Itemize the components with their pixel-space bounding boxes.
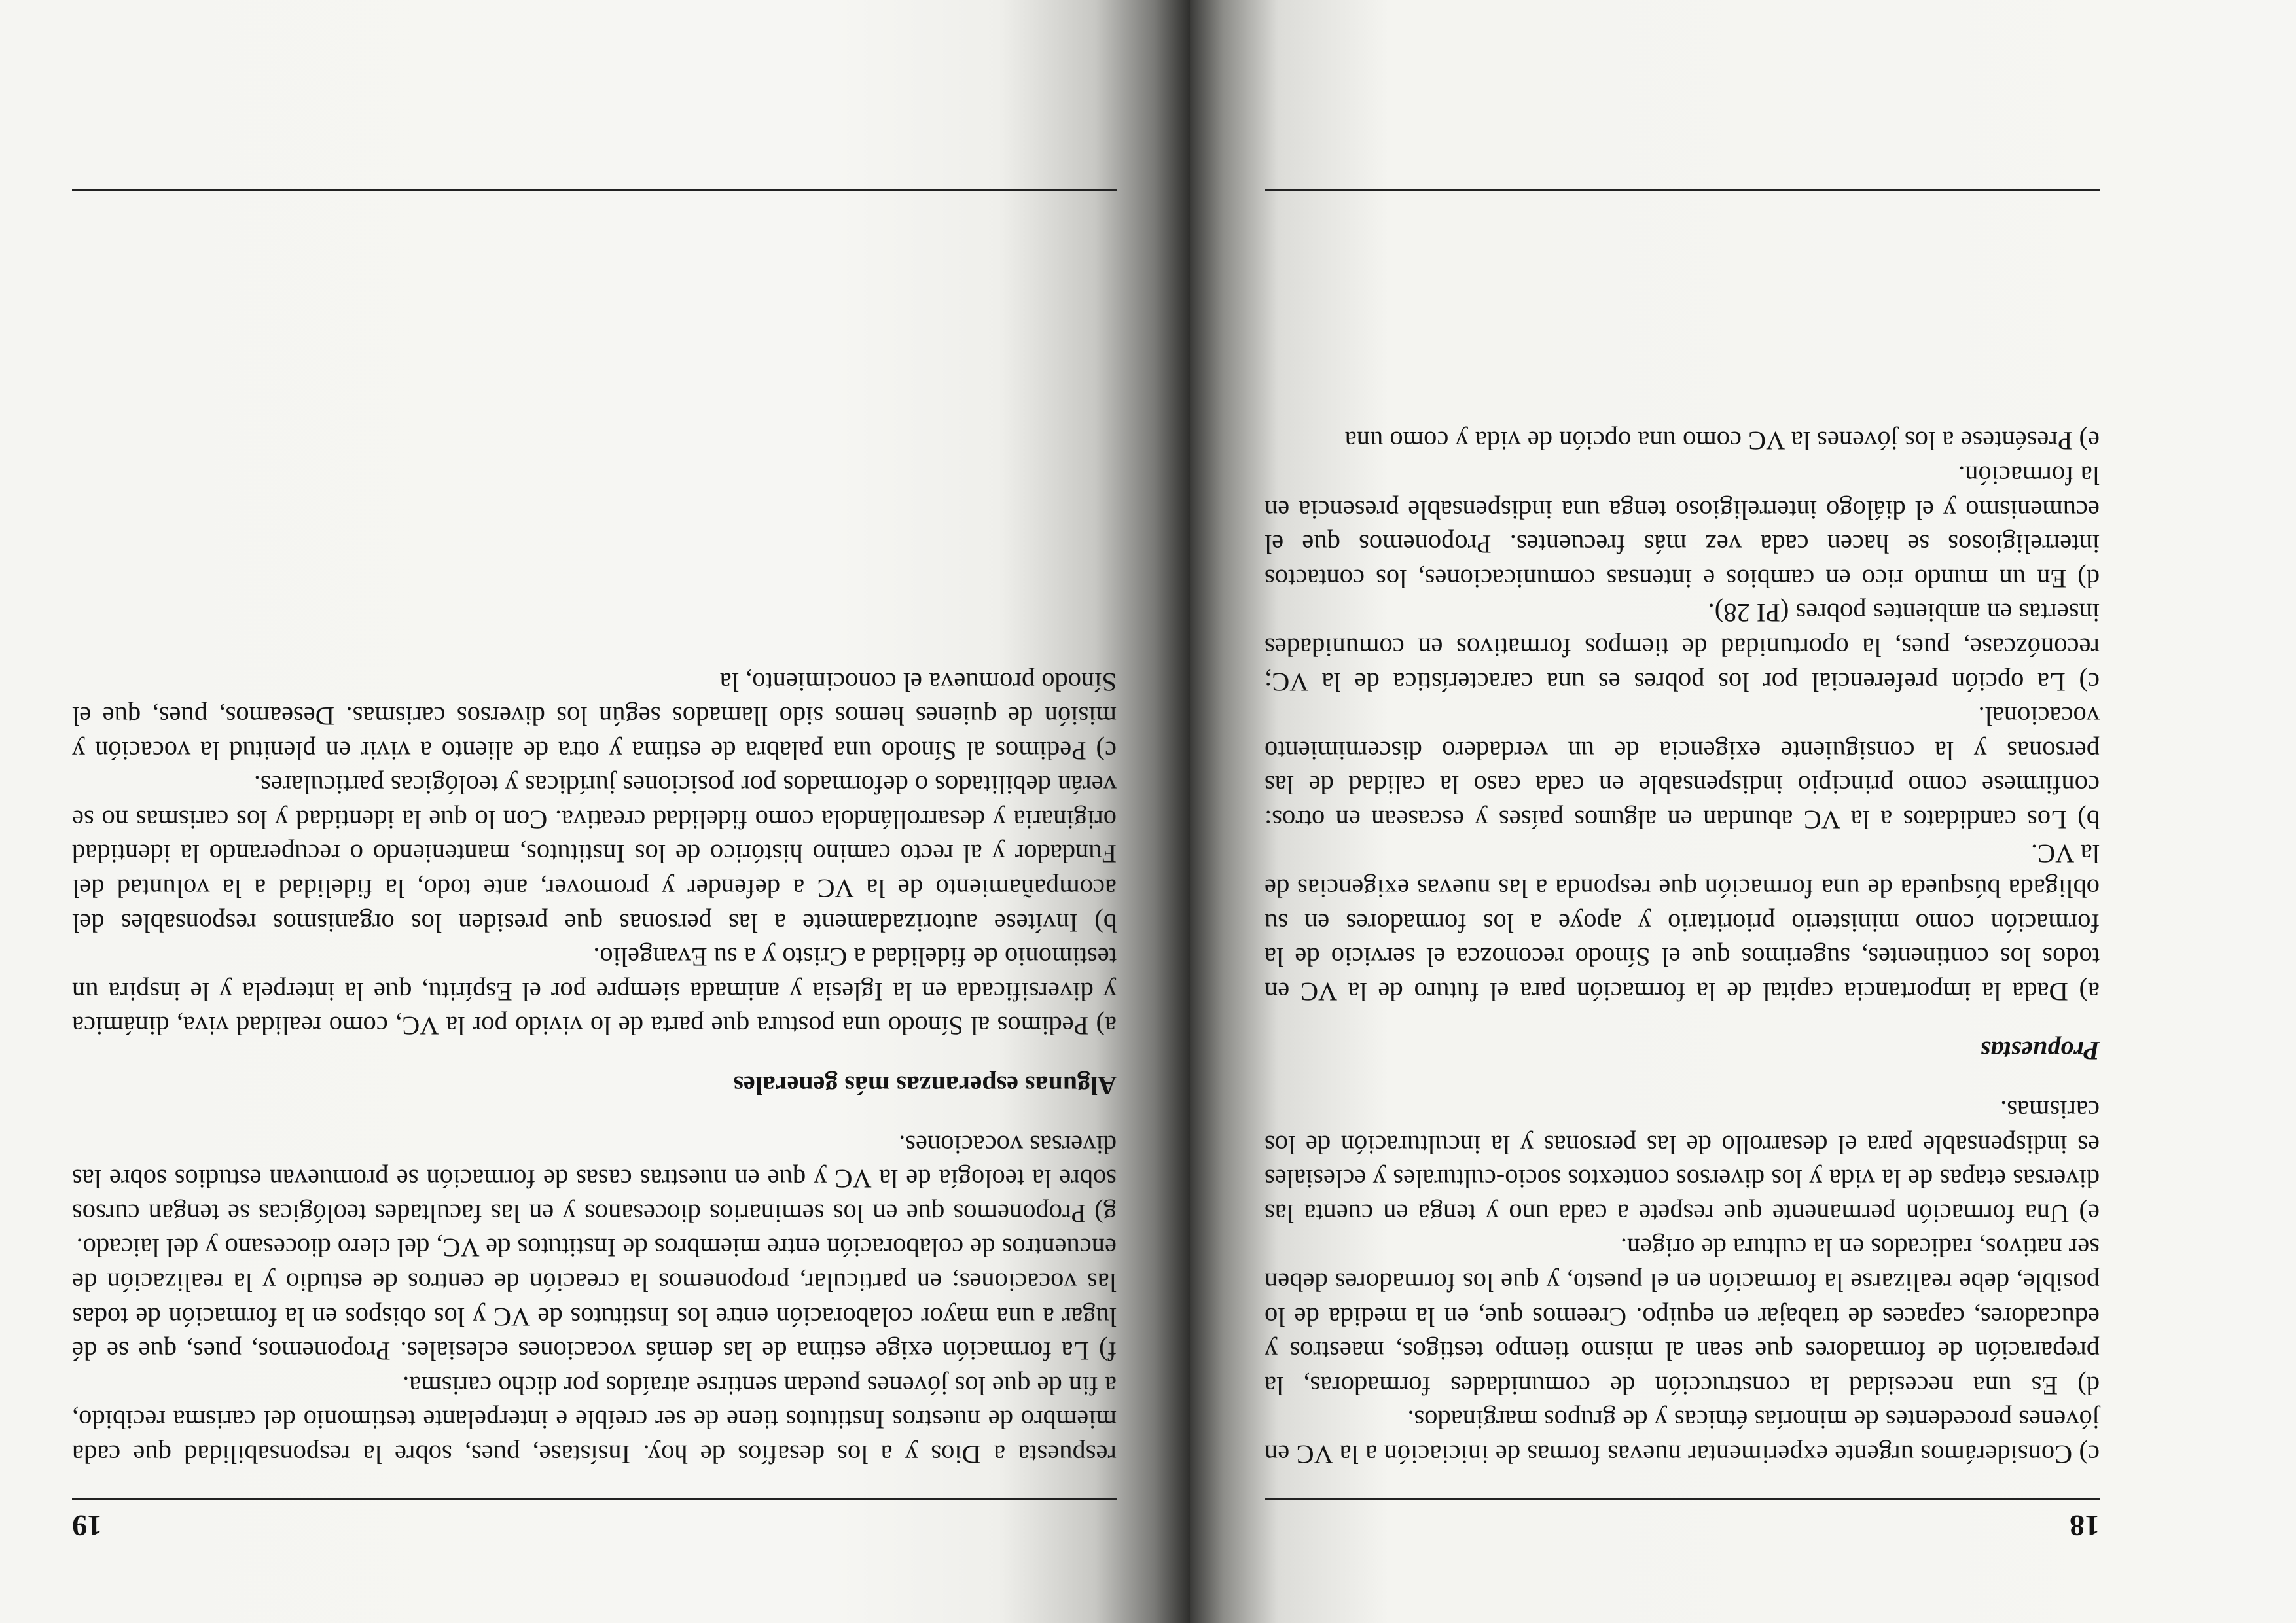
section-heading-propuestas: Propuestas xyxy=(1980,1036,2100,1066)
footer-rule xyxy=(1265,189,2100,191)
proposal-d: d) En un mundo rico en cambios e intensas comunicaciones, los contactos interreligiosos se hacen cada vez más frecuentes. Proponemos que el ecumenismo y el diálogo interreligioso tenga una indispensable presencia en la formación. xyxy=(1265,460,2100,594)
hope-a: a) Pedimos al Sínodo una postura que parta de lo vivido por la VC, como realidad viva, dinámica y diversificada en la Iglesia y animada siempre por el Espíritu, que la interpela y le inspira un testimonio de fidelidad a Cristo y a su Evangelio. xyxy=(72,942,1117,1041)
page-number: 19 xyxy=(72,1509,102,1543)
page-19-text xyxy=(72,664,1117,1471)
paragraph-d: d) Es una necesidad la construcción de comunidades formadoras, la preparación de formadores que sean al mismo tiempo testigos, maestros y educadores, capaces de trabajar en equipo. Creemos que, en la medida de lo posible, debe realizarse la formación en el puesto, y que los formadores deben ser nativos, radicados en la cultura de origen. xyxy=(1265,1233,2100,1400)
header-rule xyxy=(1265,1498,2100,1500)
page-18-text xyxy=(1265,423,2100,1471)
continuation-paragraph: respuesta a Dios y a los desafíos de hoy. Insístase, pues, sobre la responsabilidad que cada miembro de nuestros Institutos tiene de ser creíble e interpelante testimonio del carisma recibido, a fin de que los jóvenes puedan sentirse atraídos por dicho carisma. xyxy=(72,1370,1117,1469)
paragraph-c: c) Considerámos urgente experimentar nuevas formas de iniciación a la VC en jóvenes procedentes de minorías étnicas y de grupos marginados. xyxy=(1265,1405,2100,1469)
hope-b: b) Invítese autorizadamente a las personas que presiden los organismos responsables del acompañamiento de la VC a defender y promover, ante todo, la fidelidad a la voluntad del Fundador y al recto camino histórico de los Institutos, manteniendo o recuperando la identidad originaria y desarrollándola como fidelidad creativa. Con lo que la identidad y los carismas no se verán debilitados o deformados por posiciones jurídicas y teológicas particulares. xyxy=(72,770,1117,938)
proposal-b: b) Los candidatos a la VC abundan en algunos países y escasean en otros: confirmese como principio indispensable en cada caso la calidad de las personas y la consiguiente exigencia de un verdadero discernimiento vocacional. xyxy=(1265,702,2100,834)
footer-rule xyxy=(72,189,1117,191)
paragraph-e: e) Una formación permanente que respete a cada uno y tenga en cuenta las diversas etapas de la vida y los diversos contextos socio-culturales y eclesiales es indispensable para el desarrollo de las personas y la inculturación de los carismas. xyxy=(1265,1096,2100,1228)
hope-c: c) Pedimos al Sínodo una palabra de estima y otra de aliento a vivir en plenitud la vocación y misión de quienes hemos sido llamados según los diversos carismas. Deseamos, pues, que el Sínodo promueva el conocimiento, la xyxy=(72,667,1117,766)
proposal-a: a) Dada la importancia capital de la formación para el futuro de la VC en todos los continentes, sugerimos que el Sínodo reconozca el servicio de la formación como ministerio prioritario y apoye a los formadores en su obligada búsqueda de una formación que responda a las nuevas exigencias de la VC. xyxy=(1265,839,2100,1007)
paragraph-g: g) Proponemos que en los seminarios diocesanos y en las facultades teológicas se tengan cursos sobre la teología de la VC y que en nuestras casas de formación se promuevan estudios sobre las diversas vocaciones. xyxy=(72,1130,1117,1228)
paragraph-f: f) La formación exige estima de las demás vocaciones eclesiales. Proponemos, pues, que se dé lugar a una mayor colaboración entre los Institutos de VC y los obispos en la formación de todas las vocaciones; en particular, proponemos la creación de centros de estudio y la realización de encuentros de colaboración entre miembros de Institutos de VC, del clero diocesano y del laicado. xyxy=(72,1233,1117,1366)
proposal-c: c) La opción preferencial por los pobres es una característica de la VC; reconózcase, pues, la oportunidad de tiempos formativos en comunidades insertas en ambientes pobres (PI 28). xyxy=(1265,598,2100,697)
section-heading-esperanzas: Algunas esperanzas más generales xyxy=(733,1071,1117,1101)
header-rule xyxy=(72,1498,1117,1500)
page-number: 18 xyxy=(2070,1509,2100,1543)
proposal-e: e) Preséntese a los jóvenes la VC como una opción de vida y como una xyxy=(1344,426,2100,456)
page-18 xyxy=(1190,0,2296,1623)
